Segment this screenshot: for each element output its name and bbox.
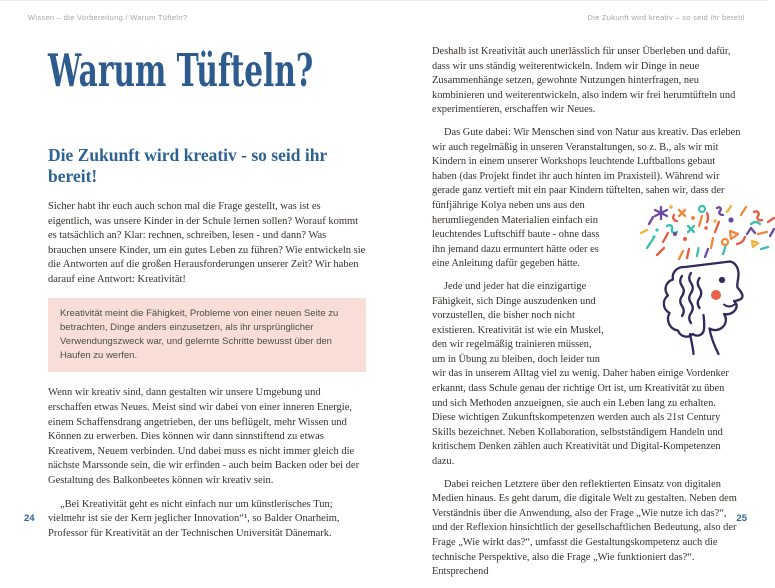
creativity-illustration [615, 203, 763, 355]
paragraph: Sicher habt ihr euch auch schon mal die Frage gestellt, was ist es eigentlich, was unsere Kinder in der Schule lernen sollen? Worauf kommt es tatsächlich an? Klar: rechnen, schreiben, lesen - und dann? Was brauchen unsere Kinder, um ein gutes Leben zu führen? Wie entwickeln sie die Antworten auf die großen Herausforderungen unserer Zeit? Wir haben darauf eine Antwort: Kreativität! [48, 201, 366, 285]
paragraph: Jede und jeder hat die einzigartige Fähigkeit, sich Dinge auszudenken und vorzustellen, die bisher noch nicht existieren. Kreativität ist wie ein Muskel, den wir regelmäßig trainieren müssen, um in Übung zu bleiben, doch leider tun wir das in unserem Alltag viel zu wenig. Daher haben einige Vordenker erkannt, dass Schule genau der richtige Ort ist, um Kreativität zu üben und sich Methoden anzueignen, sie auch ein Leben lang zu erhalten. Diese wichtigen Zukunftskompetenzen werden auch als 21st Century Skills bezeichnet. Neben Kollaboration, selbstständigem Handeln und kritischem Denken zählen auch Kreativität und Digital-Kompetenzen dazu. [432, 280, 729, 468]
head-with-confetti-icon [627, 203, 775, 355]
paragraph: Deshalb ist Kreativität auch unerlässlich für unser Überleben und dafür, dass wir uns ständig weiterentwickeln. Indem wir Dinge in neue Zusammenhänge setzen, gewohnte Nutzungen hinterfragen, neu kombinieren und weiterentwickeln, also indem wir frei herumtüfteln und experimentieren, erschaffen wir Neues. [432, 46, 736, 116]
section-heading: Die Zukunft wird kreativ - so seid ihr bereit! [48, 145, 327, 186]
page-title: Warum Tüfteln? [48, 44, 314, 98]
quote-paragraph: „Bei Kreativität geht es nicht einfach nur um künstlerisches Tun; vielmehr ist sie der Kern jeglicher Innovation“¹, so Balder Onarheim, Professor für Kreativität an der Technischen Universität Dänemark. [48, 498, 340, 539]
confetti-burst-icon [641, 206, 774, 259]
breadcrumb: Wissen – die Vorbereitung / Warum Tüfteln? [28, 13, 188, 22]
page-left [48, 44, 366, 550]
definition-callout: Kreativität meint die Fähigkeit, Probleme von einer neuen Seite zu betrachten, Dinge anders einzusetzen, als ihr ursprünglicher Verwendungszweck war, und gelernte Schritte bewusst über den Haufen zu werfen. [48, 298, 366, 373]
paragraph [432, 126, 741, 272]
paragraph: Wenn wir kreativ sind, dann gestalten wir unsere Umgebung und erschaffen etwas Neues. Meist sind wir dabei von einer inneren Energie, einem Schaffensdrang angetrieben, der uns beflügelt, mehr Wissen und Können zu erwerben. Dies können wir dann sinnstiftend zu etwas Kreativem, Neuem verbinden. Und dabei muss es nicht immer gleich die nächste Marssonde sein, die wir erfinden - auch beim Backen oder bei der Gestaltung des Balkonbeetes können wir kreativ sein. [48, 387, 360, 486]
page-number-right: 25 [736, 513, 747, 524]
running-header: Die Zukunft wird kreativ – so seid ihr bereit! [587, 13, 745, 22]
paragraph-text: Das Gute dabei: Wir Menschen sind von Natur aus kreativ. Das erleben wir auch regelmäßig in unseren Veranstaltungen, so z. B., als wir mit Kindern in einem unserer Workshops leuchtende Luftballons gebaut haben (das Projekt findet ihr auch hinten im Praxisteil). Während wir gerade ganz vertieft mit ein paar Kindern tüftelten, sahen wir, dass der fünfjährige [432, 126, 741, 211]
page-number-left: 24 [24, 513, 35, 524]
paragraph-text: Kolya neben uns aus den herumliegenden Materialien einfach ein leuchtendes Luftschiff baute - ohne dass ihn jemand dazu ermuntert hätte oder es eine Anleitung dafür gegeben hätte. [432, 199, 600, 270]
page-right [432, 45, 741, 588]
paragraph: Dabei reichen Letztere über den reflektierten Einsatz von digitalen Medien hinaus. Es geht darum, die digitale Welt zu gestalten. Neben dem Verständnis über die Anwendung, also der Frage „Wie nutze ich das?“, und der Reflexion hinsichtlich der gesellschaftlichen Bedeutung, also der Frage „Wie wirkt das?“, umfasst die Gestaltungskompetenz auch die technische Perspektive, also die Frage „Wie funktioniert das?“. Entsprechend [432, 478, 737, 578]
head-profile-icon [664, 261, 743, 354]
